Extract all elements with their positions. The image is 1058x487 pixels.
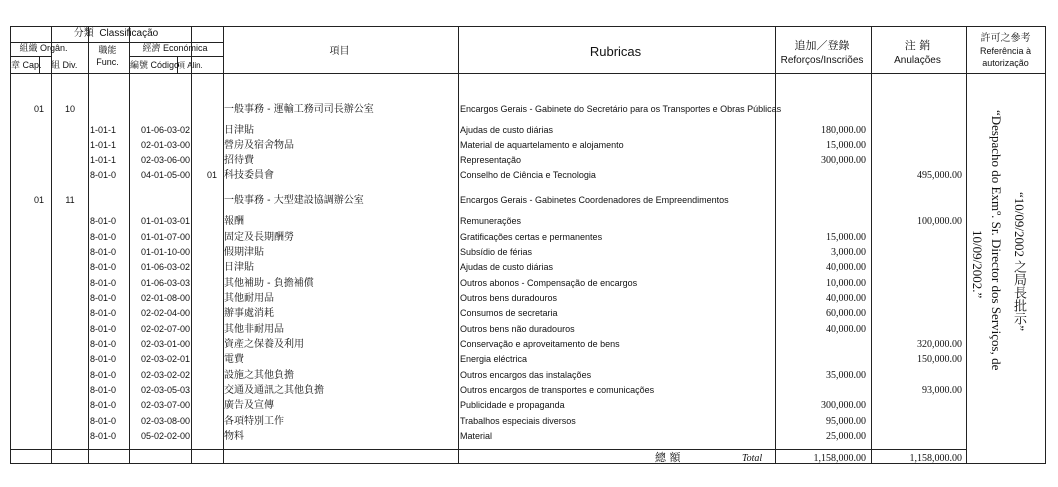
total-anulacoes: 1,158,000.00 — [909, 453, 962, 464]
cap-cell: 01 — [33, 195, 44, 205]
anulacoes-cell: 320,000.00 — [917, 339, 962, 350]
reforcos-cell: 40,000.00 — [826, 262, 866, 273]
reforcos-cell: 300,000.00 — [821, 155, 866, 166]
rubrica-pt-cell: Encargos Gerais - Gabinete do Secretário para os Transportes e Obras Públicas — [460, 104, 782, 114]
func-cell: 8-01-0 — [90, 308, 117, 318]
item-cn-cell: 一般事務 - 運輸工務司司長辦公室 — [224, 104, 374, 115]
item-heading: 項目 — [329, 46, 350, 57]
code-cell: 02-03-02-02 — [141, 370, 191, 380]
reforcos-heading-cn: 追加／登錄 — [794, 39, 850, 52]
budget-table — [10, 26, 1046, 464]
reforcos-cell: 95,000.00 — [826, 416, 866, 427]
reforcos-heading-pt: Reforços/Inscriões — [780, 55, 864, 66]
div-label: 組 Div. — [51, 60, 78, 70]
rubrica-pt-cell: Energia eléctrica — [460, 354, 528, 364]
code-cell: 02-02-07-00 — [141, 324, 191, 334]
item-cn-cell: 交通及通訊之其他負擔 — [224, 385, 324, 396]
div-cell: 11 — [65, 195, 75, 205]
code-cell: 02-03-06-00 — [141, 155, 191, 165]
classification-pt: Classificação — [99, 28, 159, 39]
anulacoes-cell: 150,000.00 — [917, 354, 962, 365]
rubrica-pt-cell: Conselho de Ciência e Tecnologia — [460, 170, 596, 180]
rubrica-pt-cell: Material — [460, 431, 493, 441]
item-cn-cell: 物料 — [224, 431, 244, 442]
code-cell: 02-03-01-00 — [141, 339, 191, 349]
item-cn-cell: 假期津貼 — [224, 247, 264, 258]
econ-label: 經濟 Económica — [142, 43, 208, 53]
reforcos-cell: 40,000.00 — [826, 324, 866, 335]
authorization-line-cn: “10/09/2002 之局長批示” — [1012, 192, 1027, 332]
reforcos-cell: 40,000.00 — [826, 293, 866, 304]
code-cell: 04-01-05-00 — [141, 170, 191, 180]
code-cell: 02-01-08-00 — [141, 293, 191, 303]
ref-heading-pt1: Referência à — [979, 46, 1032, 56]
code-cell: 02-03-05-03 — [141, 385, 191, 395]
classification-heading — [10, 28, 222, 39]
rubrica-pt-cell: Gratificações certas e permanentes — [460, 232, 603, 242]
func-cell: 8-01-0 — [90, 339, 117, 349]
func-cell: 8-01-0 — [90, 354, 117, 364]
anulacoes-cell: 495,000.00 — [917, 170, 962, 181]
rubrica-pt-cell: Outros bens não duradouros — [460, 324, 575, 334]
code-cell: 02-03-07-00 — [141, 400, 191, 410]
rubrica-pt-cell: Outros encargos de transportes e comunicações — [460, 385, 655, 395]
func-cell: 1-01-1 — [90, 125, 117, 135]
rubrica-pt-cell: Conservação e aproveitamento de bens — [460, 339, 620, 349]
cap-cell: 01 — [33, 104, 44, 114]
reforcos-cell: 25,000.00 — [826, 431, 866, 442]
item-cn-cell: 固定及長期酬勞 — [224, 232, 294, 243]
anulacoes-cell: 93,000.00 — [922, 385, 962, 396]
rubrica-pt-cell: Material de aquartelamento e alojamento — [460, 140, 624, 150]
code-cell: 05-02-02-00 — [141, 431, 191, 441]
anulacoes-heading-pt: Anulações — [894, 55, 941, 66]
rubrica-pt-cell: Ajudas de custo diárias — [460, 125, 554, 135]
func-cell: 8-01-0 — [90, 370, 117, 380]
item-cn-cell: 資產之保養及利用 — [224, 339, 304, 350]
code-cell: 02-01-03-00 — [141, 140, 191, 150]
func-cell: 8-01-0 — [90, 416, 117, 426]
code-cell: 02-03-08-00 — [141, 416, 191, 426]
item-cn-cell: 其他耐用品 — [224, 293, 274, 304]
reforcos-cell: 10,000.00 — [826, 278, 866, 289]
item-cn-cell: 廣告及宣傳 — [224, 400, 274, 411]
func-cell: 8-01-0 — [90, 324, 117, 334]
anulacoes-cell: 100,000.00 — [917, 216, 962, 227]
func-cell: 8-01-0 — [90, 262, 117, 272]
rubrica-pt-cell: Ajudas de custo diárias — [460, 262, 554, 272]
item-cn-cell: 各項特別工作 — [224, 416, 284, 427]
total-reforcos: 1,158,000.00 — [813, 453, 866, 464]
func-cell: 8-01-0 — [90, 170, 117, 180]
item-cn-cell: 日津貼 — [224, 262, 254, 273]
func-cell: 8-01-0 — [90, 293, 117, 303]
func-cell: 8-01-0 — [90, 216, 117, 226]
rubrica-pt-cell: Consumos de secretaria — [460, 308, 558, 318]
reforcos-cell: 3,000.00 — [831, 247, 866, 258]
anulacoes-heading-cn: 注 銷 — [904, 39, 931, 52]
func-label-cn: 職能 — [98, 45, 117, 55]
item-cn-cell: 電費 — [224, 354, 244, 365]
code-cell: 01-01-10-00 — [141, 247, 191, 257]
cap-label: 章 Cap. — [11, 60, 42, 70]
authorization-line-1: “Despacho do Exmº. Sr. Director dos Serviços, de — [989, 110, 1004, 371]
ref-heading-cn: 許可之參考 — [980, 33, 1031, 44]
reforcos-cell: 15,000.00 — [826, 232, 866, 243]
reforcos-cell: 60,000.00 — [826, 308, 866, 319]
rubrica-pt-cell: Publicidade e propaganda — [460, 400, 565, 410]
func-label-pt: Func. — [96, 57, 119, 67]
reforcos-cell: 180,000.00 — [821, 125, 866, 136]
div-cell: 10 — [64, 104, 75, 114]
rubrica-pt-cell: Remunerações — [460, 216, 522, 226]
func-cell: 8-01-0 — [90, 431, 117, 441]
total-label-pt: Total — [742, 453, 763, 464]
rubricas-heading: Rubricas — [589, 44, 642, 59]
code-cell: 01-06-03-02 — [141, 262, 191, 272]
code-cell: 02-02-04-00 — [141, 308, 191, 318]
total-label-cn: 總 額 — [655, 451, 681, 464]
code-cell: 02-03-02-01 — [141, 354, 191, 364]
code-cell: 01-06-03-02 — [141, 125, 191, 135]
reforcos-cell: 300,000.00 — [821, 400, 866, 411]
item-cn-cell: 辦事處消耗 — [224, 308, 274, 319]
func-cell: 8-01-0 — [90, 400, 117, 410]
item-cn-cell: 日津貼 — [224, 125, 254, 136]
rubrica-pt-cell: Encargos Gerais - Gabinetes Coordenadores de Empreendimentos — [460, 195, 729, 205]
rubrica-pt-cell: Outros encargos das instalações — [460, 370, 592, 380]
reforcos-cell: 15,000.00 — [826, 140, 866, 151]
classification-cn: 分類 — [73, 28, 94, 39]
organ-label: 組織 Orgân. — [19, 43, 68, 53]
func-cell: 1-01-1 — [90, 155, 117, 165]
rubrica-pt-cell: Outros abonos - Compensação de encargos — [460, 278, 638, 288]
rubrica-pt-cell: Trabalhos especiais diversos — [460, 416, 576, 426]
code-cell: 01-06-03-03 — [141, 278, 191, 288]
func-cell: 8-01-0 — [90, 385, 117, 395]
code-cell: 01-01-07-00 — [141, 232, 191, 242]
alin-label: 項 Alin. — [177, 61, 203, 70]
func-cell: 8-01-0 — [90, 278, 117, 288]
item-cn-cell: 科技委員會 — [224, 170, 274, 181]
func-cell: 1-01-1 — [90, 140, 117, 150]
code-label: 編號 Código — [130, 60, 180, 70]
item-cn-cell: 招待費 — [224, 155, 254, 166]
item-cn-cell: 設施之其他負擔 — [224, 370, 294, 381]
code-cell: 01-01-03-01 — [141, 216, 191, 226]
func-cell: 8-01-0 — [90, 247, 117, 257]
alin-cell: 01 — [207, 170, 218, 180]
item-cn-cell: 一般事務 - 大型建設協調辦公室 — [224, 195, 364, 206]
func-cell: 8-01-0 — [90, 232, 117, 242]
authorization-line-2: 10/09/2002.” — [970, 230, 985, 299]
rubrica-pt-cell: Representação — [460, 155, 522, 165]
item-cn-cell: 其他非耐用品 — [224, 324, 284, 335]
ref-heading-pt2: autorização — [982, 58, 1029, 68]
rubrica-pt-cell: Outros bens duradouros — [460, 293, 558, 303]
reforcos-cell: 35,000.00 — [826, 370, 866, 381]
item-cn-cell: 其他補助 - 負擔補償 — [224, 278, 314, 289]
rubrica-pt-cell: Subsídio de férias — [460, 247, 533, 257]
item-cn-cell: 營房及宿舍物品 — [224, 140, 294, 151]
item-cn-cell: 報酬 — [224, 216, 244, 227]
